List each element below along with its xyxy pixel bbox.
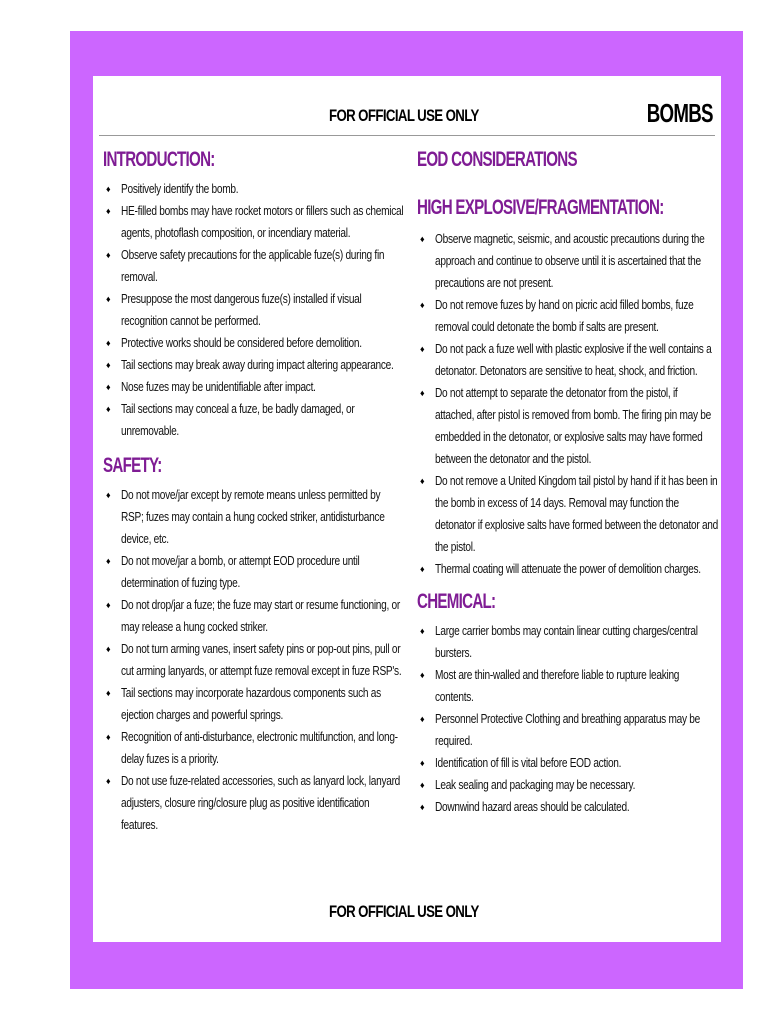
list-item-text: Do not turn arming vanes, insert safety pins or pop-out pins, pull or cut arming lanyards, or attempt fuze removal except in fuze RSP's. [121, 642, 402, 678]
bullet-icon: ♦ [420, 670, 425, 680]
bullet-icon: ♦ [420, 476, 425, 486]
bullet-icon: ♦ [420, 802, 425, 812]
bullet-icon: ♦ [420, 714, 425, 724]
list-item [103, 376, 403, 398]
list-item-text: Large carrier bombs may contain linear cutting charges/central bursters. [435, 624, 698, 660]
header-divider [99, 135, 715, 136]
bullet-icon: ♦ [106, 776, 111, 786]
safety-list [103, 484, 403, 836]
bullet-icon: ♦ [420, 780, 425, 790]
list-item [103, 638, 403, 682]
list-item [417, 708, 717, 752]
list-item-text: Positively identify the bomb. [121, 182, 239, 196]
list-item-text: Personnel Protective Clothing and breathing apparatus may be required. [435, 712, 700, 748]
list-item-text: Do not move/jar a bomb, or attempt EOD procedure until determination of fuzing type. [121, 554, 360, 590]
bullet-icon: ♦ [106, 184, 111, 194]
list-item-text: Do not pack a fuze well with plastic explosive if the well contains a detonator. Detonators are sensitive to heat, shock, and friction. [435, 342, 712, 378]
list-item-text: Recognition of anti-disturbance, electronic multifunction, and long-delay fuzes is a priority. [121, 730, 398, 766]
list-item-text: Downwind hazard areas should be calculated. [435, 800, 630, 814]
chemical-list [417, 620, 717, 818]
list-item-text: Thermal coating will attenuate the power of demolition charges. [435, 562, 701, 576]
list-item [103, 244, 403, 288]
list-item [417, 796, 717, 818]
bullet-icon: ♦ [106, 338, 111, 348]
bullet-icon: ♦ [420, 300, 425, 310]
left-column [103, 148, 403, 836]
bullet-icon: ♦ [420, 564, 425, 574]
footer-official-use-label: FOR OFFICIAL USE ONLY [329, 902, 479, 921]
bullet-icon: ♦ [106, 490, 111, 500]
list-item-text: Observe magnetic, seismic, and acoustic precautions during the approach and continue to observe until it is ascertained that the precautions are not present. [435, 232, 705, 290]
right-column [417, 148, 717, 818]
list-item [417, 294, 717, 338]
list-item [417, 774, 717, 796]
list-item [103, 178, 403, 200]
bullet-icon: ♦ [106, 206, 111, 216]
chemical-heading: CHEMICAL: [417, 590, 496, 613]
list-item-text: Nose fuzes may be unidentifiable after impact. [121, 380, 316, 394]
list-item [103, 354, 403, 376]
bullet-icon: ♦ [420, 758, 425, 768]
list-item [417, 752, 717, 774]
list-item [103, 726, 403, 770]
list-item-text: Identification of fill is vital before EOD action. [435, 756, 622, 770]
list-item [417, 664, 717, 708]
list-item-text: Protective works should be considered before demolition. [121, 336, 362, 350]
bullet-icon: ♦ [106, 250, 111, 260]
list-item-text: Do not move/jar except by remote means unless permitted by RSP; fuzes may contain a hung cocked striker, antidisturbance device, etc. [121, 488, 385, 546]
bullet-icon: ♦ [106, 360, 111, 370]
bullet-icon: ♦ [106, 294, 111, 304]
list-item-text: Leak sealing and packaging may be necessary. [435, 778, 636, 792]
bullet-icon: ♦ [420, 388, 425, 398]
list-item [103, 550, 403, 594]
list-item-text: Most are thin-walled and therefore liable to rupture leaking contents. [435, 668, 680, 704]
list-item [103, 594, 403, 638]
bullet-icon: ♦ [106, 556, 111, 566]
list-item [417, 228, 717, 294]
list-item-text: Do not remove fuzes by hand on picric acid filled bombs, fuze removal could detonate the bomb if salts are present. [435, 298, 694, 334]
list-item [103, 770, 403, 836]
list-item-text: HE-filled bombs may have rocket motors or fillers such as chemical agents, photoflash composition, or incendiary material. [121, 204, 404, 240]
list-item-text: Tail sections may incorporate hazardous components such as ejection charges and powerful springs. [121, 686, 381, 722]
list-item [103, 398, 403, 442]
document-page: FOR OFFICIAL USE ONLY BOMBS INTRODUCTION: ♦ Positively identify the bomb. ♦ HE-filled bombs may have rocket motors or fillers such as chemical agents, photoflash composition, or incendiary material. ♦ Observe safety precautions for the applicable fuze(s) during fin removal. ♦ Presuppose the most dangerous fuze(s) installed if visual recognition cannot be performed. ♦ Protective works should be considered before demolition. ♦ Tail sections may break away during impact altering appearance. ♦ Nose fuzes may be unidentifiable after impact. ♦ Tail sections may conceal a fuze, be badly damaged, or unremovable. SAFETY: ♦ Do not move/jar except by remote means unless permitted by RSP; fuzes may contain a hung cocked striker, antidisturbance device, etc. ♦ Do not move/jar a bomb, or attempt EOD procedure until determination of fuzing type. ♦ Do not drop/jar a fuze; the fuze may start or resume functioning, or may release a hung cocked striker. ♦ Do not turn arming vanes, insert safety pins or pop-out pins, pull or cut arming lanyards, or attempt fuze removal except in fuze RSP's. ♦ Tail sections may incorporate hazardous components such as ejection charges and powerful springs. ♦ Recognition of anti-disturbance, electronic multifunction, and long-delay fuzes is a priority. ♦ Do not use fuze-related accessories, such as lanyard lock, lanyard adjusters, closure ring/closure plug as positive identification features. EOD CONSIDERATIONS HIGH EXPLOSIVE/FRAGMENTATION: ♦ Observe magnetic, seismic, and acoustic precautions during the approach and continue to observe until it is ascertained that the precautions are not present. ♦ Do not remove fuzes by hand on picric acid filled bombs, fuze removal could detonate the bomb if salts are present. ♦ Do not pack a fuze well with plastic explosive if the well contains a detonator. Detonators are sensitive to heat, shock, and friction. ♦ Do not attempt to separate the detonator from the pistol, if attached, after pistol is removed from bomb. The firing pin may be embedded in the detonator, or explosive salts may have formed between the detonator and the pistol. ♦ Do not remove a United Kingdom tail pistol by hand if it has been in the bomb in excess of 14 days. Removal may function the detonator if explosive salts have formed between the detonator and the pistol. ♦ Thermal coating will attenuate the power of demolition charges. CHEMICAL: ♦ Large carrier bombs may contain linear cutting charges/central bursters. ♦ Most are thin-walled and therefore liable to rupture leaking contents. ♦ Personnel Protective Clothing and breathing apparatus may be required. ♦ Identification of fill is vital before EOD action. ♦ Leak sealing and packaging may be necessary. ♦ Downwind hazard areas should be calculated. FOR OFFICIAL USE ONLY [93, 76, 721, 942]
list-item-text: Tail sections may conceal a fuze, be badly damaged, or unremovable. [121, 402, 355, 438]
list-item-text: Tail sections may break away during impact altering appearance. [121, 358, 394, 372]
introduction-heading: INTRODUCTION: [103, 148, 215, 171]
eod-considerations-heading: EOD CONSIDERATIONS [417, 148, 577, 171]
list-item [103, 200, 403, 244]
bullet-icon: ♦ [106, 382, 111, 392]
list-item-text: Do not use fuze-related accessories, such as lanyard lock, lanyard adjusters, closure ring/closure plug as positive identification features. [121, 774, 401, 832]
bullet-icon: ♦ [420, 344, 425, 354]
list-item-text: Do not remove a United Kingdom tail pistol by hand if it has been in the bomb in excess of 14 days. Removal may function the detonator if explosive salts have formed between the detonator and the pistol. [435, 474, 718, 554]
list-item [417, 382, 717, 470]
list-item [103, 332, 403, 354]
list-item-text: Do not attempt to separate the detonator from the pistol, if attached, after pistol is removed from bomb. The firing pin may be embedded in the detonator, or explosive salts may have formed between the detonator and the pistol. [435, 386, 711, 466]
bullet-icon: ♦ [420, 626, 425, 636]
he-frag-list [417, 228, 717, 580]
he-frag-heading: HIGH EXPLOSIVE/FRAGMENTATION: [417, 196, 664, 219]
safety-heading: SAFETY: [103, 454, 162, 477]
list-item [103, 484, 403, 550]
bullet-icon: ♦ [106, 600, 111, 610]
list-item-text: Do not drop/jar a fuze; the fuze may start or resume functioning, or may release a hung cocked striker. [121, 598, 401, 634]
list-item [417, 558, 717, 580]
bullet-icon: ♦ [106, 688, 111, 698]
list-item [103, 288, 403, 332]
list-item [417, 338, 717, 382]
list-item [103, 682, 403, 726]
bullet-icon: ♦ [106, 404, 111, 414]
list-item [417, 620, 717, 664]
bullet-icon: ♦ [106, 644, 111, 654]
bullet-icon: ♦ [106, 732, 111, 742]
page-title: BOMBS [646, 98, 713, 128]
bullet-icon: ♦ [420, 234, 425, 244]
list-item-text: Presuppose the most dangerous fuze(s) installed if visual recognition cannot be performed. [121, 292, 362, 328]
introduction-list [103, 178, 403, 442]
list-item-text: Observe safety precautions for the applicable fuze(s) during fin removal. [121, 248, 385, 284]
list-item [417, 470, 717, 558]
